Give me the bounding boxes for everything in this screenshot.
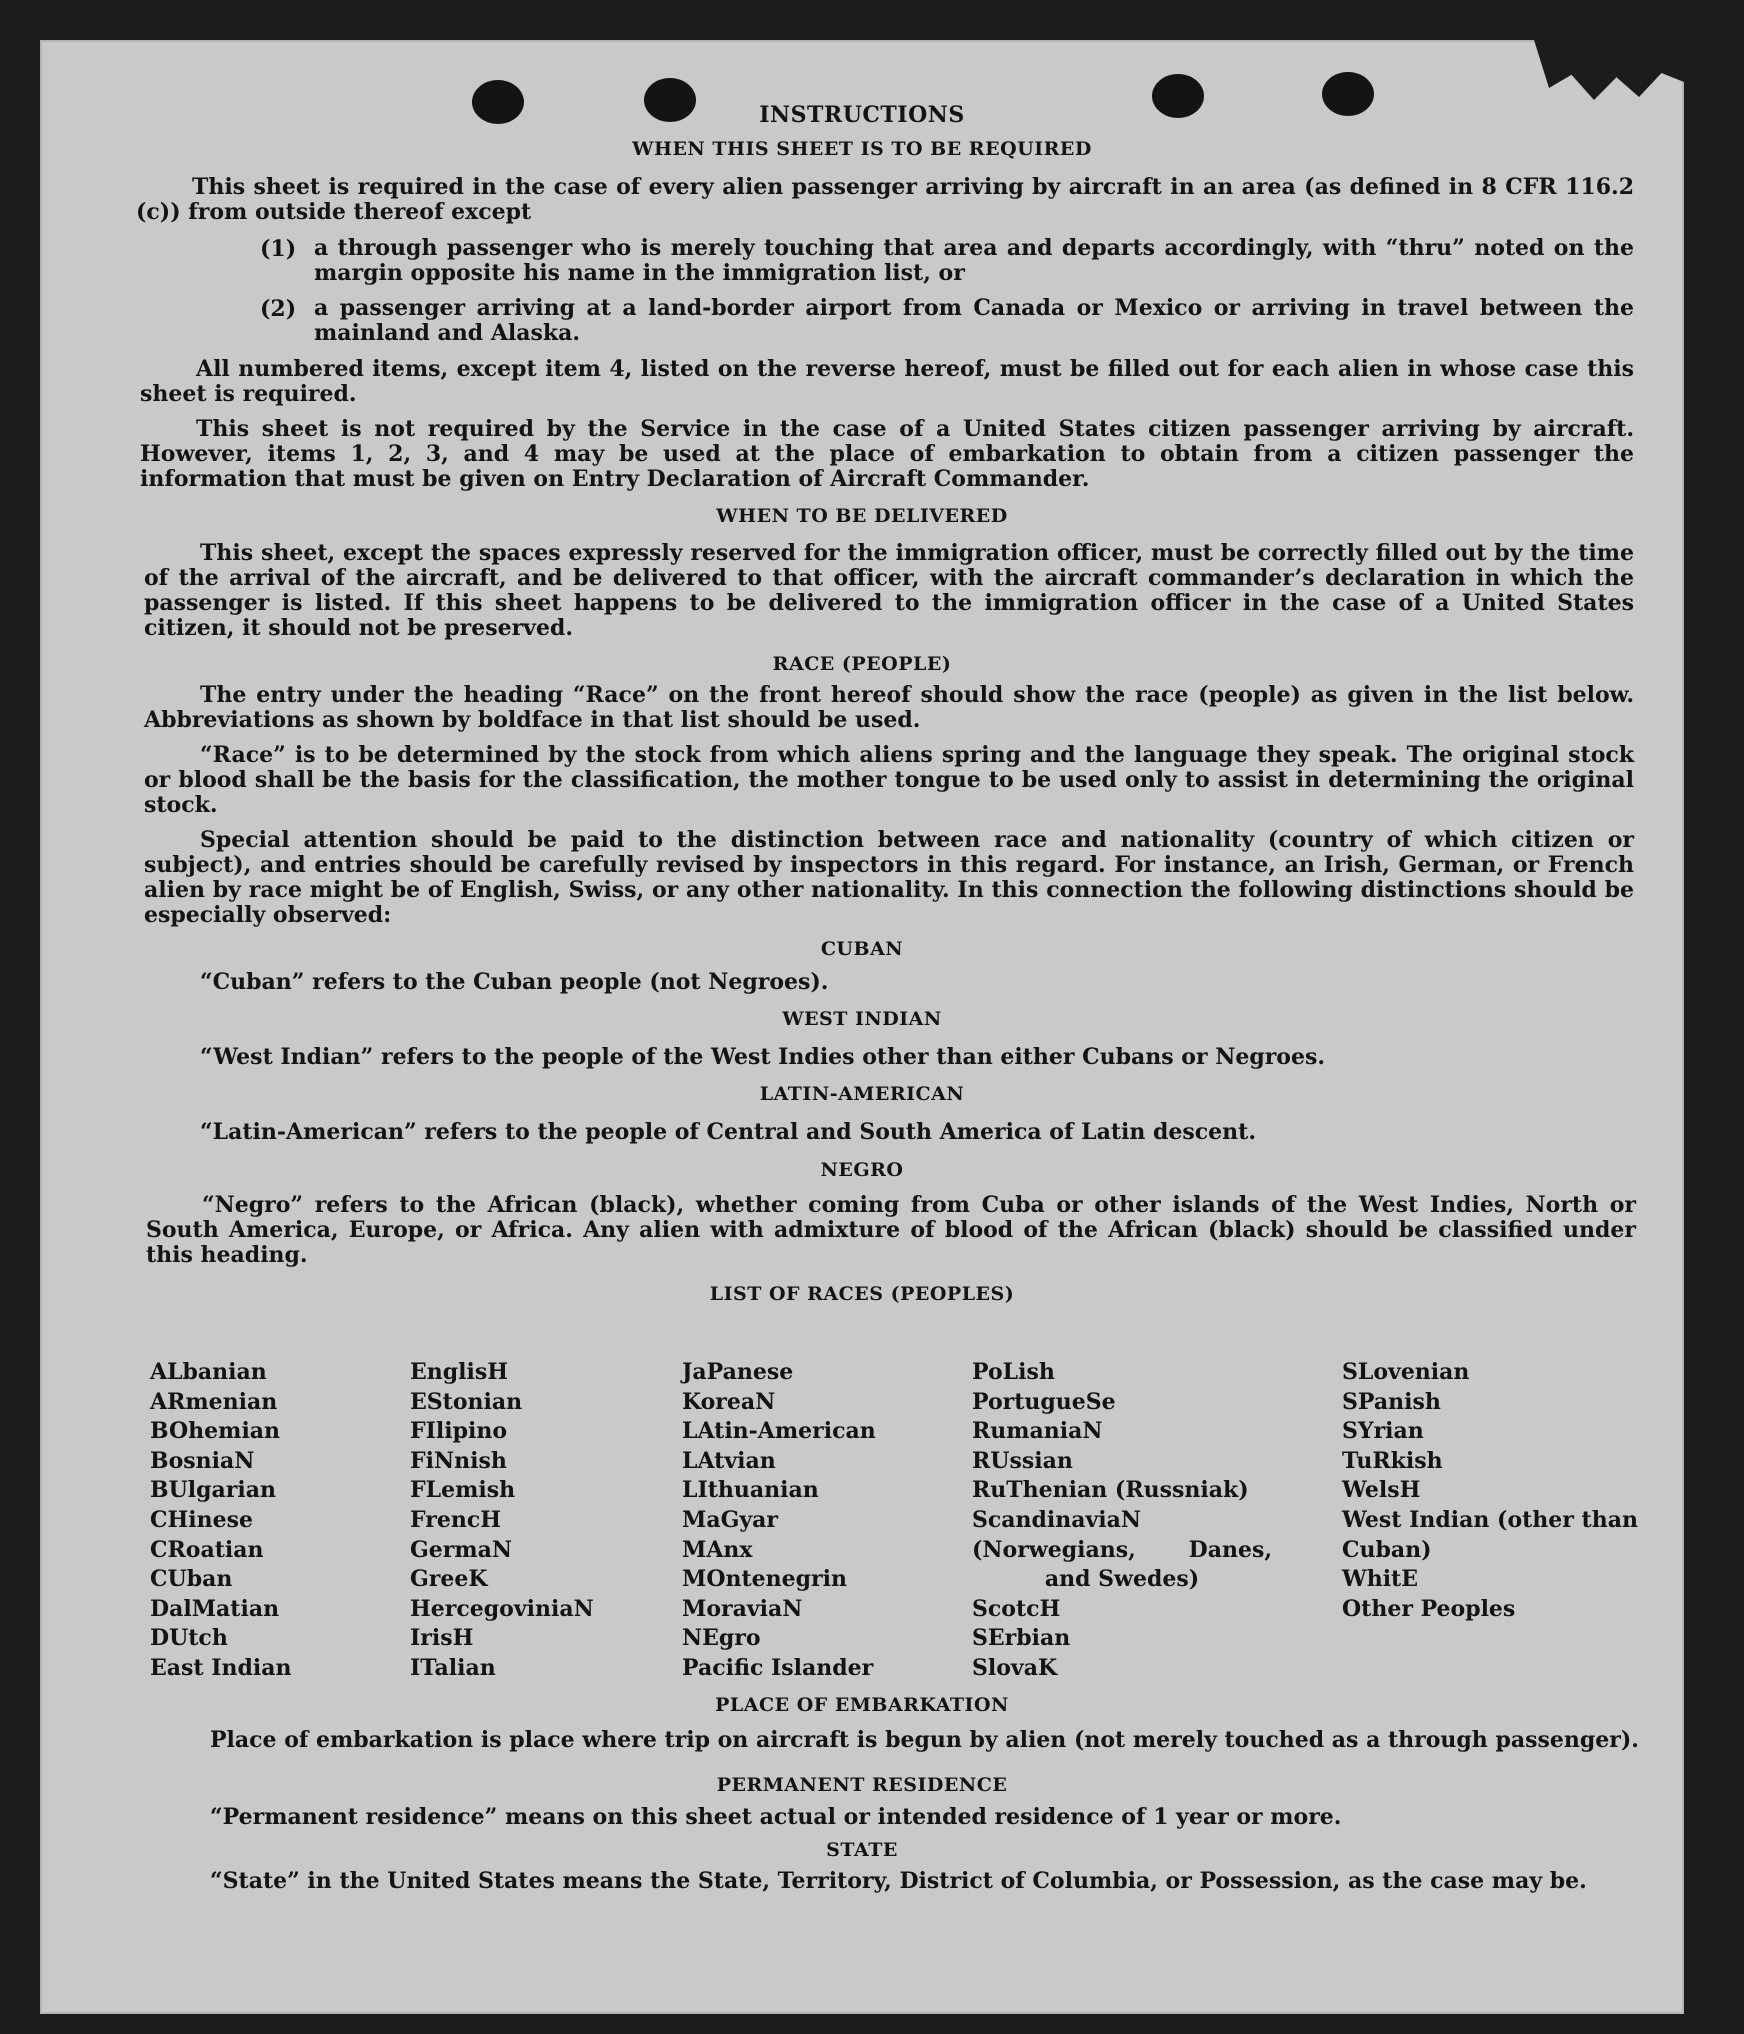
race-column-2 <box>410 1358 670 1684</box>
race-entry: MaGyar <box>682 1506 779 1533</box>
race-entry: DalMatian <box>150 1595 280 1622</box>
when-delivered-paragraph: This sheet, except the spaces expressly reserved for the immigration officer, must be correctly filled out by the time of the arrival of the aircraft, and be delivered to that officer, with the aircraft commander’s declaration in which the passenger is listed. If this sheet happens to be delivered to the immigration officer in the case of a United States citizen, it should not be preserved. <box>144 540 1634 641</box>
latin-american-paragraph: “Latin-American” refers to the people of Central and South America of Latin descent. <box>200 1119 1256 1145</box>
race-entry: HercegoviniaN <box>410 1595 594 1622</box>
section-heading-latin-american: LATIN-AMERICAN <box>759 1083 965 1105</box>
race-column-4 <box>972 1358 1272 1684</box>
item-1-number: (1) <box>260 236 297 262</box>
race-entry: PortugueSe <box>972 1388 1116 1415</box>
race-entry: LIthuanian <box>682 1477 819 1504</box>
negro-paragraph: “Negro” refers to the African (black), whether coming from Cuba or other islands of the West Indies, North or South America, Europe, or Africa. Any alien with admixture of blood of the African (black) should be classified under this heading. <box>146 1192 1636 1268</box>
section-heading-place-of-embarkation: PLACE OF EMBARKATION <box>715 1694 1009 1716</box>
race-entry: SLovenian <box>1342 1359 1470 1385</box>
item-2-number: (2) <box>260 296 297 322</box>
section-heading-cuban: CUBAN <box>820 938 904 960</box>
section-heading-when-required: WHEN THIS SHEET IS TO BE REQUIRED <box>632 138 1092 160</box>
race-entry: ITalian <box>410 1654 496 1681</box>
race-paragraph-2: “Race” is to be determined by the stock from which aliens spring and the language they speak. The original stock or blood shall be the basis for the classification, the mother tongue to be used only to assist in determining the original stock. <box>144 742 1634 818</box>
race-entry: LAtin-American <box>682 1418 876 1445</box>
not-required-paragraph: This sheet is not required by the Service in the case of a United States citizen passenger arriving by aircraft. However, items 1, 2, 3, and 4 may be used at the place of embarkation to obtain from a citizen passenger the information that must be given on Entry Declaration of Aircraft Commander. <box>140 416 1634 492</box>
race-entry: FLemish <box>410 1477 516 1504</box>
race-entry: FrencH <box>410 1506 501 1533</box>
race-entry: WhitE <box>1342 1566 1418 1593</box>
race-entry: MAnx <box>682 1536 753 1563</box>
section-heading-when-delivered: WHEN TO BE DELIVERED <box>716 505 1008 527</box>
cuban-paragraph: “Cuban” refers to the Cuban people (not Negroes). <box>200 969 829 995</box>
race-entry: EStonian <box>410 1388 523 1415</box>
section-heading-race: RACE (PEOPLE) <box>772 653 952 675</box>
race-entry: Other Peoples <box>1342 1595 1516 1622</box>
race-entry: KoreaN <box>682 1388 776 1415</box>
race-entry: BUlgarian <box>150 1477 276 1504</box>
torn-corner <box>1534 40 1684 100</box>
race-entry: RumaniaN <box>972 1418 1103 1445</box>
race-entry: RUssian <box>972 1447 1073 1474</box>
race-paragraph-1: The entry under the heading “Race” on the front hereof should show the race (people) as given in the list below. Abbreviations as shown by boldface in that list should be used. <box>144 682 1634 733</box>
section-heading-west-indian: WEST INDIAN <box>782 1008 942 1030</box>
race-entry: NEgro <box>682 1625 761 1652</box>
race-entry: GermaN <box>410 1536 513 1563</box>
race-entry: Pacific Islander <box>682 1654 874 1681</box>
race-entry: JaPanese <box>682 1359 794 1385</box>
race-entry: West Indian (other than Cuban) <box>1342 1506 1638 1563</box>
race-entry: SlovaK <box>972 1654 1058 1681</box>
race-column-3 <box>682 1358 962 1684</box>
race-entry: GreeK <box>410 1566 488 1593</box>
race-entry: IrisH <box>410 1625 474 1652</box>
race-entry: FIlipino <box>410 1418 508 1445</box>
race-column-5 <box>1342 1358 1642 1624</box>
race-entry: CHinese <box>150 1506 254 1533</box>
race-entry: SYrian <box>1342 1418 1424 1445</box>
item-1-text: a through passenger who is merely touching that area and departs accordingly, with “thru” noted on the margin opposite his name in the immigration list, or <box>314 235 1634 286</box>
race-entry: SErbian <box>972 1625 1071 1652</box>
race-entry: BOhemian <box>150 1418 281 1445</box>
instructions-title: INSTRUCTIONS <box>759 102 965 128</box>
all-numbered-items-paragraph: All numbered items, except item 4, listed on the reverse hereof, must be filled out for each alien in whose case this sheet is required. <box>140 356 1634 407</box>
race-entry: ALbanian <box>150 1359 267 1385</box>
section-heading-negro: NEGRO <box>820 1159 904 1181</box>
race-entry: FiNnish <box>410 1447 507 1474</box>
race-entry: ScandinaviaN (Norwegians, Danes, and Swedes) <box>972 1506 1272 1593</box>
document-sheet <box>40 40 1684 2014</box>
race-entry: LAtvian <box>682 1447 776 1474</box>
section-heading-state: STATE <box>826 1839 898 1861</box>
place-of-embarkation-paragraph: Place of embarkation is place where trip on aircraft is begun by alien (not merely touched as a through passenger). <box>210 1727 1639 1753</box>
race-entry: EnglisH <box>410 1359 509 1385</box>
race-column-1 <box>150 1358 390 1684</box>
west-indian-paragraph: “West Indian” refers to the people of the West Indies other than either Cubans or Negroes. <box>200 1044 1326 1070</box>
race-entry: CUban <box>150 1566 233 1593</box>
section-heading-permanent-residence: PERMANENT RESIDENCE <box>716 1774 1008 1796</box>
race-entry: MOntenegrin <box>682 1566 847 1593</box>
race-entry: CRoatian <box>150 1536 264 1563</box>
state-paragraph: “State” in the United States means the State, Territory, District of Columbia, or Possession, as the case may be. <box>210 1868 1587 1894</box>
race-entry: BosniaN <box>150 1447 255 1474</box>
race-entry: ScotcH <box>972 1595 1061 1622</box>
item-2-text: a passenger arriving at a land-border airport from Canada or Mexico or arriving in travel between the mainland and Alaska. <box>314 295 1634 346</box>
race-entry: PoLish <box>972 1359 1055 1385</box>
race-entry: SPanish <box>1342 1388 1441 1415</box>
section-heading-list-of-races: LIST OF RACES (PEOPLES) <box>709 1283 1015 1305</box>
permanent-residence-paragraph: “Permanent residence” means on this sheet actual or intended residence of 1 year or more. <box>210 1804 1342 1830</box>
race-entry: ARmenian <box>150 1388 278 1415</box>
race-entry: DUtch <box>150 1625 228 1652</box>
race-entry: WelsH <box>1342 1477 1421 1504</box>
race-entry: RuThenian (Russniak) <box>972 1477 1249 1504</box>
when-required-intro: This sheet is required in the case of every alien passenger arriving by aircraft in an area (as defined in 8 CFR 116.2 (c)) from outside thereof except <box>136 174 1634 225</box>
race-entry: TuRkish <box>1342 1447 1443 1474</box>
race-entry: East Indian <box>150 1654 292 1681</box>
race-paragraph-3: Special attention should be paid to the distinction between race and nationality (country of which citizen or subject), and entries should be carefully revised by inspectors in this regard. For instance, an Irish, German, or French alien by race might be of English, Swiss, or any other nationality. In this connection the following distinctions should be especially observed: <box>144 827 1634 928</box>
race-entry: MoraviaN <box>682 1595 803 1622</box>
